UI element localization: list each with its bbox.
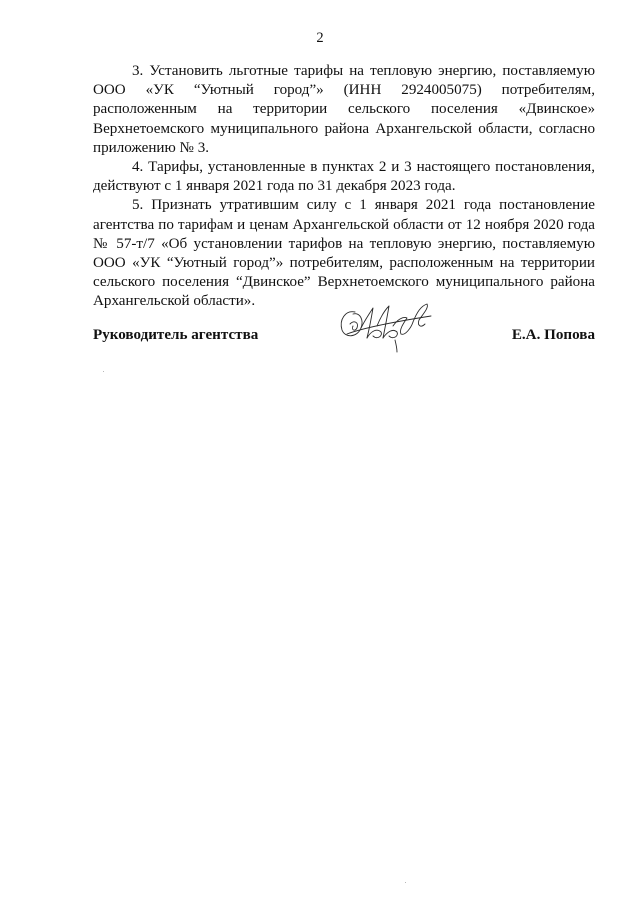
paragraph-item-3: 3. Установить льготные тарифы на тепловую энергию, поставляемую ООО «УК “Уютный город”» (ИНН 2924005075) потребителям, расположенным на территории сельского поселения «Двинское» Верхнетоемского муниципального района Архангельской области, согласно приложению № 3. xyxy=(93,63,595,156)
signatory-name: Е.А. Попова xyxy=(511,327,595,343)
scan-speck xyxy=(405,882,406,883)
handwritten-signature xyxy=(333,298,438,354)
signatory-title: Руководитель агентства xyxy=(93,327,259,343)
page-number: 2 xyxy=(316,30,324,46)
document-body xyxy=(93,62,595,312)
paragraph-item-4: 4. Тарифы, установленные в пунктах 2 и 3 настоящего постановления, действуют с 1 января 2021 года по 31 декабря 2023 года. xyxy=(93,159,595,195)
scan-speck xyxy=(103,371,104,372)
paragraph-item-5: 5. Признать утратившим силу с 1 января 2021 года постановление агентства по тарифам и ценам Архангельской области от 12 ноября 2020 года № 57-т/7 «Об установлении тарифов на тепловую энергию, поставляемую ООО «УК “Уютный город”» потребителям, расположенным на территории сельского поселения “Двинское” Верхнетоемского муниципального района Архангельской области». xyxy=(93,197,595,310)
